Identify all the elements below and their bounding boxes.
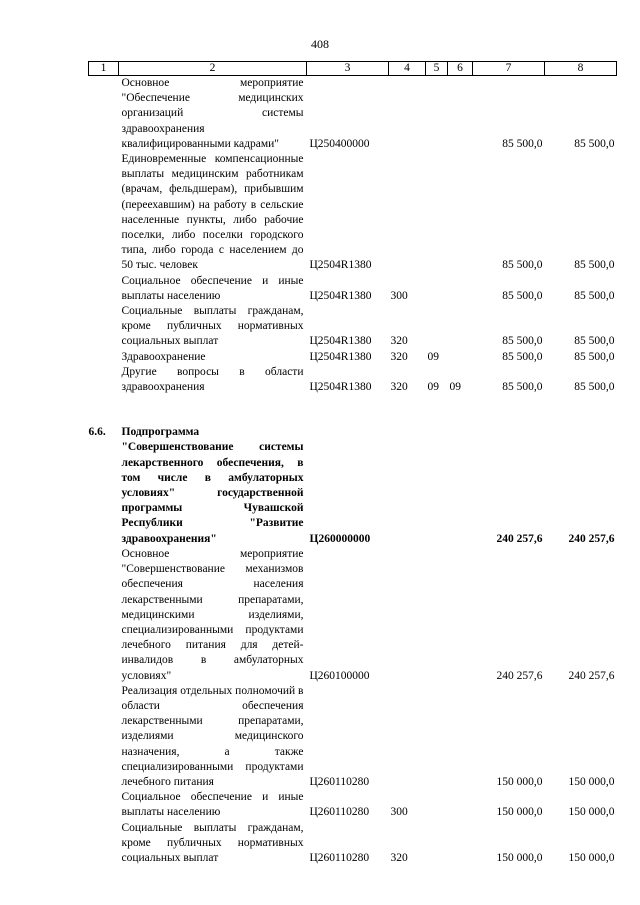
target-article-code: Ц260100000 bbox=[309, 669, 370, 682]
section-code bbox=[426, 425, 448, 547]
table-row bbox=[89, 152, 617, 274]
subsection-code: 09 bbox=[449, 381, 461, 394]
row-number bbox=[89, 304, 119, 350]
section-code bbox=[426, 76, 448, 153]
expense-type-code bbox=[389, 152, 426, 274]
spacer-row bbox=[89, 395, 617, 425]
row-name: Основное мероприятие "Обеспечение медицинских организаций системы здравоохранения квалифицированными кадрами" bbox=[121, 77, 304, 150]
expense-type-code: 320 bbox=[390, 335, 408, 348]
row-number bbox=[89, 365, 119, 395]
subsection-code bbox=[448, 790, 473, 820]
budget-table bbox=[88, 61, 617, 866]
row-number bbox=[89, 350, 119, 365]
row-number bbox=[89, 790, 119, 820]
section-code: 09 bbox=[427, 350, 439, 363]
expense-type-code bbox=[389, 547, 426, 684]
amount-col-8: 85 500,0 bbox=[574, 137, 615, 150]
amount-col-7: 150 000,0 bbox=[496, 851, 543, 864]
spacer-cell bbox=[89, 395, 617, 425]
amount-col-7: 85 500,0 bbox=[502, 381, 543, 394]
expense-type-code: 320 bbox=[390, 381, 408, 394]
amount-col-8: 85 500,0 bbox=[574, 289, 615, 302]
row-number bbox=[89, 274, 119, 304]
row-name: Реализация отдельных полномочий в области обеспечения лекарственными препаратами, изделиями медицинского назначения, а также специализированными продуктами лечебного питания bbox=[121, 684, 304, 788]
row-number bbox=[89, 821, 119, 867]
amount-col-8: 85 500,0 bbox=[574, 259, 615, 272]
expense-type-code: 320 bbox=[390, 350, 408, 363]
target-article-code: Ц2504R1380 bbox=[309, 289, 372, 302]
table-row bbox=[89, 304, 617, 350]
section-code bbox=[426, 547, 448, 684]
target-article-code: Ц260110280 bbox=[309, 775, 370, 788]
table-row bbox=[89, 365, 617, 395]
expense-type-code bbox=[389, 684, 426, 790]
amount-col-8: 85 500,0 bbox=[574, 381, 615, 394]
target-article-code: Ц2504R1380 bbox=[309, 259, 372, 272]
subsection-code bbox=[448, 274, 473, 304]
header-col-7: 7 bbox=[473, 62, 545, 76]
row-name: Основное мероприятие "Совершенствование механизмов обеспечения населения лекарственными препаратами, медицинскими изделиями, специализированными продуктами лечебного питания для детей-инвалидов в амбулаторных условиях" bbox=[121, 547, 304, 682]
table-row bbox=[89, 547, 617, 684]
expense-type-code: 320 bbox=[390, 851, 408, 864]
amount-col-7: 150 000,0 bbox=[496, 775, 543, 788]
page-number: 408 bbox=[311, 37, 329, 51]
section-code bbox=[426, 821, 448, 867]
amount-col-8: 150 000,0 bbox=[568, 806, 615, 819]
row-number bbox=[89, 76, 119, 153]
expense-type-code: 300 bbox=[390, 806, 408, 819]
section-code bbox=[426, 274, 448, 304]
amount-col-8: 240 257,6 bbox=[568, 669, 615, 682]
table-row bbox=[89, 350, 617, 365]
table-row bbox=[89, 684, 617, 790]
amount-col-8: 85 500,0 bbox=[574, 335, 615, 348]
subsection-code bbox=[448, 425, 473, 547]
row-name: Здравоохранение bbox=[121, 350, 206, 363]
amount-col-7: 85 500,0 bbox=[502, 350, 543, 363]
target-article-code: Ц260110280 bbox=[309, 806, 370, 819]
amount-col-7: 150 000,0 bbox=[496, 806, 543, 819]
row-name: Социальные выплаты гражданам, кроме публичных нормативных социальных выплат bbox=[121, 821, 304, 864]
expense-type-code bbox=[389, 425, 426, 547]
header-col-1: 1 bbox=[89, 62, 119, 76]
table-row bbox=[89, 274, 617, 304]
subsection-code bbox=[448, 547, 473, 684]
target-article-code: Ц260000000 bbox=[309, 532, 371, 545]
row-number: 6.6. bbox=[88, 426, 106, 439]
target-article-code: Ц260110280 bbox=[309, 851, 370, 864]
row-name: Социальное обеспечение и иные выплаты населению bbox=[121, 274, 304, 302]
header-col-8: 8 bbox=[545, 62, 617, 76]
row-number bbox=[89, 684, 119, 790]
table-row bbox=[89, 821, 617, 867]
target-article-code: Ц2504R1380 bbox=[309, 381, 372, 394]
subsection-code bbox=[448, 350, 473, 365]
amount-col-7: 240 257,6 bbox=[496, 669, 543, 682]
header-col-2: 2 bbox=[119, 62, 307, 76]
row-name: Социальное обеспечение и иные выплаты населению bbox=[121, 791, 304, 819]
header-col-4: 4 bbox=[389, 62, 426, 76]
header-col-5: 5 bbox=[426, 62, 448, 76]
subsection-code bbox=[448, 76, 473, 153]
table-row bbox=[89, 425, 617, 547]
row-name: Другие вопросы в области здравоохранения bbox=[121, 365, 304, 394]
amount-col-7: 85 500,0 bbox=[502, 137, 543, 150]
table-body bbox=[89, 76, 617, 867]
subsection-code bbox=[448, 821, 473, 867]
table-row bbox=[89, 790, 617, 820]
row-name: Подпрограмма "Совершенствование системы лекарственного обеспечения, в том числе в амбулаторных условиях" государственной программы Чувашской Республики "Развитие здравоохранения" bbox=[121, 426, 304, 545]
subsection-code bbox=[448, 152, 473, 274]
row-name: Социальные выплаты гражданам, кроме публичных нормативных социальных выплат bbox=[121, 305, 304, 348]
subsection-code bbox=[448, 304, 473, 350]
expense-type-code bbox=[389, 76, 426, 153]
amount-col-8: 240 257,6 bbox=[568, 532, 615, 545]
section-code bbox=[426, 790, 448, 820]
table-row bbox=[89, 76, 617, 153]
amount-col-7: 85 500,0 bbox=[502, 259, 543, 272]
target-article-code: Ц2504R1380 bbox=[309, 335, 372, 348]
target-article-code: Ц250400000 bbox=[309, 137, 370, 150]
amount-col-8: 150 000,0 bbox=[568, 851, 615, 864]
section-code bbox=[426, 304, 448, 350]
row-name: Единовременные компенсационные выплаты медицинским работникам (врачам, фельдшерам), прибывшим (переехавшим) на работу в сельские населенные пункты, либо рабочие поселки, либо поселки городского типа, либо города с населением до 50 тыс. человек bbox=[121, 153, 304, 272]
subsection-code bbox=[448, 684, 473, 790]
amount-col-7: 240 257,6 bbox=[496, 532, 543, 545]
row-number bbox=[89, 547, 119, 684]
section-code bbox=[426, 684, 448, 790]
amount-col-7: 85 500,0 bbox=[502, 335, 543, 348]
amount-col-8: 85 500,0 bbox=[574, 350, 615, 363]
table-header bbox=[89, 62, 617, 76]
amount-col-7: 85 500,0 bbox=[502, 289, 543, 302]
expense-type-code: 300 bbox=[390, 289, 408, 302]
row-number bbox=[89, 152, 119, 274]
target-article-code: Ц2504R1380 bbox=[309, 350, 372, 363]
header-col-6: 6 bbox=[448, 62, 473, 76]
amount-col-8: 150 000,0 bbox=[568, 775, 615, 788]
section-code: 09 bbox=[427, 381, 439, 394]
section-code bbox=[426, 152, 448, 274]
header-col-3: 3 bbox=[307, 62, 389, 76]
